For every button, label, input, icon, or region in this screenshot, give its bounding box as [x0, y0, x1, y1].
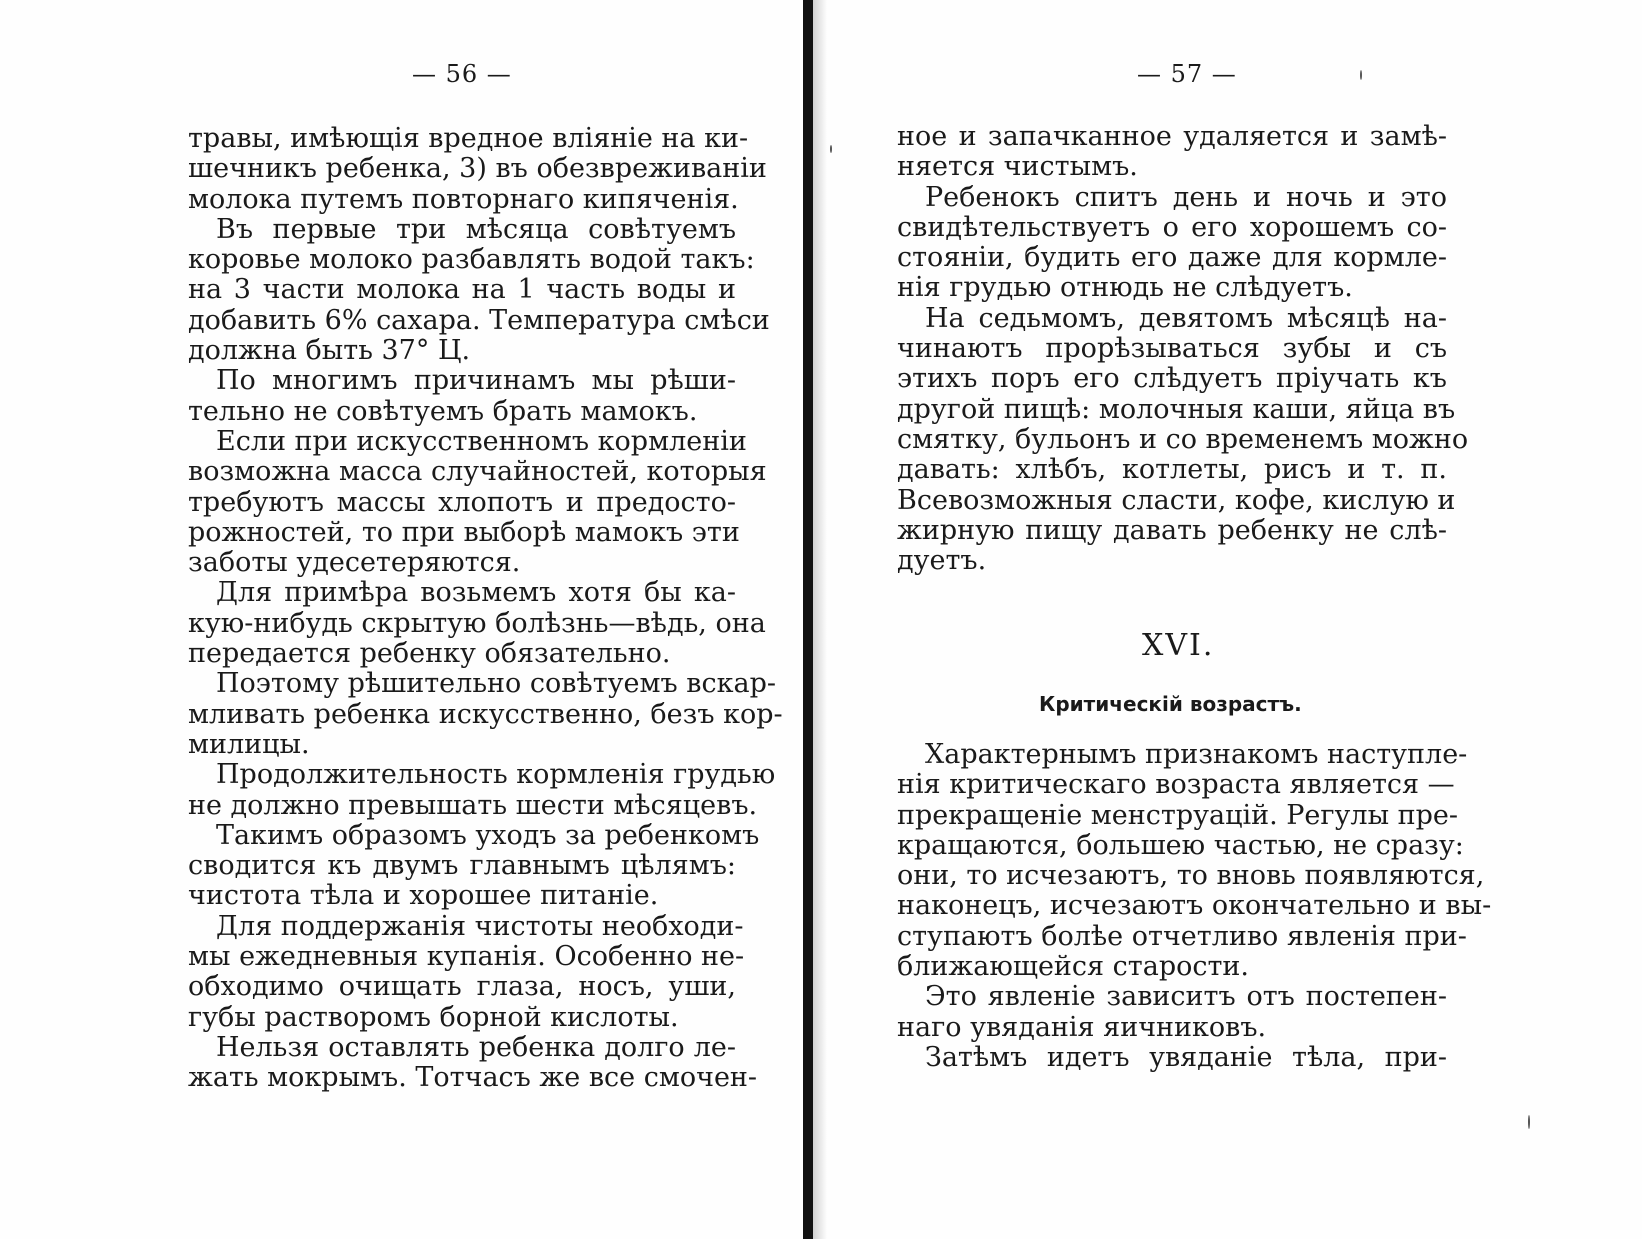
paper-speck — [1360, 70, 1362, 80]
text-line: Если при искусственномъ кормленіи — [216, 425, 747, 457]
paper-speck — [830, 145, 832, 153]
text-line: чистота тѣла и хорошее питаніе. — [188, 880, 659, 912]
text-line: Ребенокъ спитъ день и ночь и это — [925, 181, 1447, 213]
text-line: милицы. — [188, 728, 310, 760]
left-page — [0, 0, 803, 1239]
section-title: Критическій возрастъ. — [1039, 692, 1302, 716]
text-line: наконецъ, исчезаютъ окончательно и вы- — [897, 890, 1492, 922]
text-line: шечникъ ребенка, 3) въ обезвреживаніи — [188, 153, 767, 185]
text-line: давать: хлѣбъ, котлеты, рисъ и т. п. — [897, 454, 1447, 486]
text-line: передается ребенку обязательно. — [188, 638, 671, 670]
text-line: Всевозможныя сласти, кофе, кислую и — [897, 484, 1456, 516]
text-line: Нельзя оставлять ребенка долго ле- — [216, 1031, 736, 1063]
text-line: Поэтому рѣшительно совѣтуемъ вскар- — [216, 668, 776, 700]
text-line: Это явленіе зависитъ отъ постепен- — [925, 981, 1447, 1013]
text-line: Для примѣра возьмемъ хотя бы ка- — [216, 577, 736, 609]
text-line: наго увяданія яичниковъ. — [897, 1011, 1267, 1043]
text-line: нія грудью отнюдь не слѣдуетъ. — [897, 272, 1353, 304]
text-line: губы растворомъ борной кислоты. — [188, 1001, 679, 1033]
text-line: не должно превышать шести мѣсяцевъ. — [188, 789, 758, 821]
page-number-left: — 56 — — [412, 60, 512, 88]
book-gutter — [803, 0, 813, 1239]
text-line: По многимъ причинамъ мы рѣши- — [216, 365, 736, 397]
text-line: обходимо очищать глаза, носъ, уши, — [188, 971, 736, 1003]
text-line: кую-нибудь скрытую болѣзнь—вѣдь, она — [188, 607, 766, 639]
text-line: ступаютъ болѣе отчетливо явленія при- — [897, 920, 1467, 952]
text-line: сводится къ двумъ главнымъ цѣлямъ: — [188, 850, 736, 882]
text-line: должна быть 37° Ц. — [188, 335, 471, 367]
text-line: жать мокрымъ. Тотчасъ же все смочен- — [188, 1062, 758, 1094]
text-line: свидѣтельствуетъ о его хорошемъ со- — [897, 211, 1447, 243]
text-line: ближающейся старости. — [897, 951, 1249, 983]
text-line: нія критическаго возраста является — — [897, 769, 1455, 801]
text-line: Для поддержанія чистоты необходи- — [216, 910, 744, 942]
text-line: другой пищѣ: молочныя каши, яйца въ — [897, 393, 1456, 425]
page-number-right: — 57 — — [1137, 60, 1237, 88]
text-line: добавить 6% сахара. Температура смѣси — [188, 304, 770, 336]
text-line: жирную пищу давать ребенку не слѣ- — [897, 514, 1447, 546]
text-line: Продолжительность кормленія грудью — [216, 759, 776, 791]
text-line: стояніи, будить его даже для кормле- — [897, 242, 1447, 274]
text-line: Характернымъ признакомъ наступле- — [925, 739, 1468, 770]
text-line: ное и запачканное удаляется и замѣ- — [897, 121, 1447, 152]
text-line: На седьмомъ, девятомъ мѣсяцѣ на- — [925, 302, 1447, 334]
text-line: дуетъ. — [897, 545, 987, 577]
text-line: коровье молоко разбавлять водой такъ: — [188, 244, 755, 276]
text-line: Въ первые три мѣсяца совѣтуемъ — [216, 213, 736, 245]
text-line: они, то исчезаютъ, то вновь появляются, — [897, 860, 1485, 892]
text-line: няется чистымъ. — [897, 151, 1138, 183]
text-line: Такимъ образомъ уходъ за ребенкомъ — [216, 819, 760, 851]
right-page-body-lower — [897, 739, 1492, 1073]
text-line: прекращеніе менструацій. Регулы пре- — [897, 799, 1459, 831]
text-line: тельно не совѣтуемъ брать мамокъ. — [188, 395, 698, 427]
text-line: смятку, бульонъ и со временемъ можно — [897, 423, 1469, 455]
text-line: чинаютъ прорѣзываться зубы и съ — [897, 333, 1447, 365]
text-line: требуютъ массы хлопотъ и предосто- — [188, 486, 736, 518]
text-line: рожностей, то при выборѣ мамокъ эти — [188, 516, 740, 548]
text-line: травы, имѣющія вредное вліяніе на ки- — [188, 123, 749, 154]
text-line: на 3 части молока на 1 часть воды и — [188, 274, 736, 306]
section-numeral: XVI. — [1142, 628, 1215, 663]
text-line: молока путемъ повторнаго кипяченія. — [188, 183, 739, 215]
text-line: кращаются, большею частью, не сразу: — [897, 829, 1464, 861]
text-line: мы ежедневныя купанія. Особенно не- — [188, 941, 745, 973]
text-line: мливать ребенка искусственно, безъ кор- — [188, 698, 783, 730]
gutter-shadow — [813, 0, 827, 1239]
text-line: Затѣмъ идетъ увяданіе тѣла, при- — [925, 1041, 1447, 1073]
paper-speck — [1528, 1115, 1530, 1129]
text-line: возможна масса случайностей, которыя — [188, 456, 767, 488]
text-line: заботы удесетеряются. — [188, 547, 521, 579]
left-page-body — [188, 123, 783, 1094]
right-page — [827, 0, 1642, 1239]
text-line: этихъ поръ его слѣдуетъ пріучать къ — [897, 363, 1447, 395]
right-page-body-upper — [897, 121, 1469, 577]
